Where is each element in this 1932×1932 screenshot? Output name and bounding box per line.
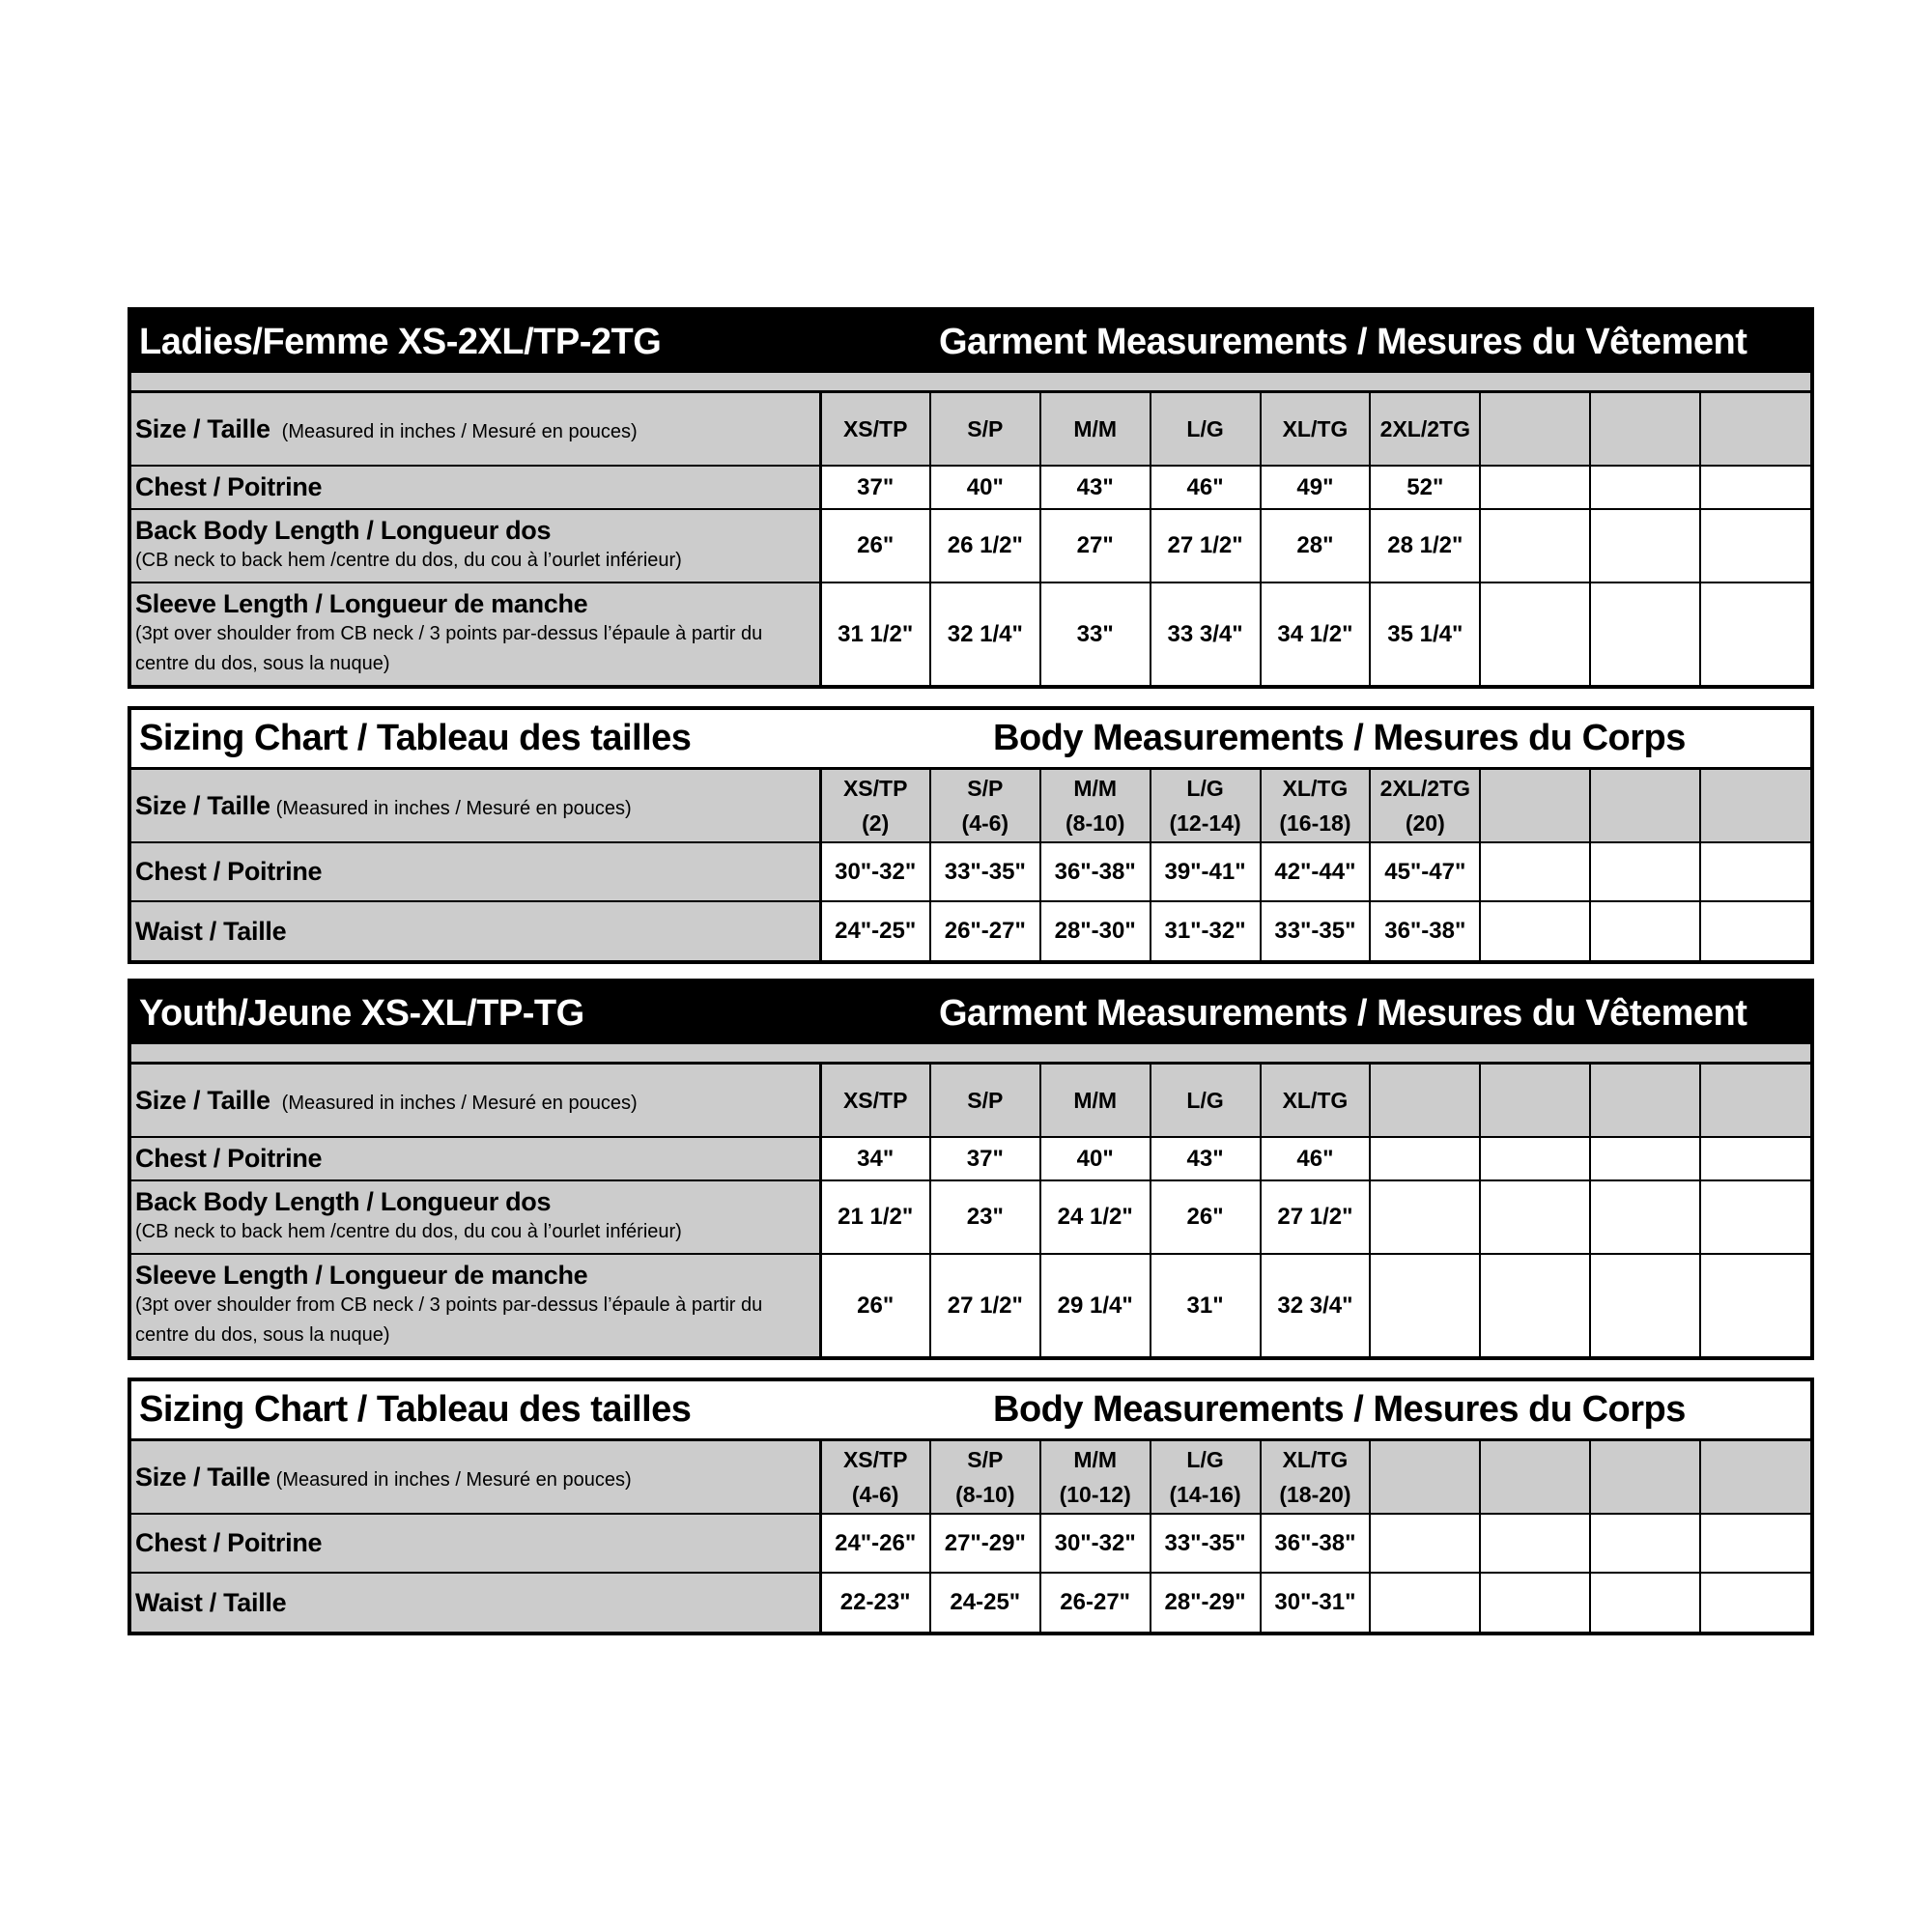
size-code: 2XL/2TG (1379, 776, 1470, 801)
waist-label: Waist / Taille (135, 1587, 287, 1617)
sleeve-length-note-2: centre du dos, sous la nuque) (135, 653, 390, 674)
empty-header-cell (1590, 1065, 1700, 1137)
ladies-garment-title: Ladies/Femme XS-2XL/TP-2TG (139, 321, 662, 362)
back-length-value: 28 1/2" (1370, 509, 1480, 582)
back-length-value: 21 1/2" (820, 1180, 930, 1254)
chest-row (131, 466, 1810, 509)
size-row (131, 1441, 1810, 1514)
size-header (1261, 770, 1371, 842)
waist-row (131, 901, 1810, 960)
back-length-label-cell (131, 1180, 820, 1254)
empty-cell (1480, 1180, 1590, 1254)
youth-garment-table (128, 979, 1814, 1360)
waist-value: 22-23" (820, 1573, 930, 1632)
size-label-cell (131, 1065, 820, 1137)
size-code: XS/TP (842, 776, 908, 801)
ladies-body-title: Sizing Chart / Tableau des tailles (139, 718, 692, 758)
waist-value: 24"-25" (820, 901, 930, 960)
sleeve-length-value: 31" (1151, 1254, 1261, 1356)
size-header: S/P (930, 393, 1040, 466)
empty-cell (1700, 1180, 1810, 1254)
chest-value: 46" (1261, 1137, 1371, 1180)
empty-cell (1590, 509, 1700, 582)
waist-label-cell (131, 1573, 820, 1632)
empty-cell (1700, 1137, 1810, 1180)
sleeve-length-label: Sleeve Length / Longueur de manche (135, 1261, 588, 1290)
chest-value: 36"-38" (1261, 1514, 1371, 1573)
size-note: (Measured in inches / Mesuré en pouces) (281, 420, 638, 442)
size-header (1040, 770, 1151, 842)
empty-header-cell (1370, 1441, 1480, 1514)
empty-cell (1700, 842, 1810, 901)
youth-body-grid (131, 1441, 1810, 1632)
back-length-value: 28" (1261, 509, 1371, 582)
size-range: (4-6) (851, 1482, 899, 1507)
empty-header-cell (1590, 770, 1700, 842)
sleeve-length-value: 27 1/2" (930, 1254, 1040, 1356)
empty-header-cell (1700, 770, 1810, 842)
size-header: L/G (1151, 393, 1261, 466)
ladies-garment-title-bar (131, 311, 1810, 373)
empty-cell (1700, 1514, 1810, 1573)
chest-row (131, 1137, 1810, 1180)
youth-garment-title-bar (131, 982, 1810, 1044)
back-length-row (131, 1180, 1810, 1254)
size-label: Size / Taille (135, 1085, 270, 1115)
size-label-cell (131, 770, 820, 842)
size-note: (Measured in inches / Mesuré en pouces) (275, 1468, 632, 1491)
waist-value: 26"-27" (930, 901, 1040, 960)
size-header: XS/TP (820, 1065, 930, 1137)
size-header (930, 1441, 1040, 1514)
back-length-label: Back Body Length / Longueur dos (135, 516, 552, 545)
size-range: (10-12) (1059, 1482, 1131, 1507)
back-length-label: Back Body Length / Longueur dos (135, 1187, 552, 1216)
size-header: XL/TG (1261, 393, 1371, 466)
size-header: XS/TP (820, 393, 930, 466)
chest-label: Chest / Poitrine (135, 472, 323, 501)
size-code: M/M (1073, 776, 1118, 801)
chest-value: 37" (930, 1137, 1040, 1180)
back-length-note: (CB neck to back hem /centre du dos, du cou à l’ourlet inférieur) (135, 550, 682, 571)
size-label-cell (131, 1441, 820, 1514)
waist-label-cell (131, 901, 820, 960)
ladies-garment-grid (131, 393, 1810, 685)
empty-header-cell (1480, 770, 1590, 842)
waist-value: 33"-35" (1261, 901, 1371, 960)
waist-value: 28"-29" (1151, 1573, 1261, 1632)
empty-header-cell (1370, 1065, 1480, 1137)
size-header: XL/TG (1261, 1065, 1371, 1137)
waist-label: Waist / Taille (135, 916, 287, 946)
size-note: (Measured in inches / Mesuré en pouces) (281, 1092, 638, 1114)
empty-header-cell (1700, 1065, 1810, 1137)
back-length-value: 26 1/2" (930, 509, 1040, 582)
size-header: L/G (1151, 1065, 1261, 1137)
ladies-body-table (128, 706, 1814, 964)
ladies-body-subtitle: Body Measurements / Mesures du Corps (993, 718, 1686, 758)
empty-header-cell (1700, 1441, 1810, 1514)
empty-cell (1370, 1514, 1480, 1573)
empty-cell (1590, 1254, 1700, 1356)
chest-value: 36"-38" (1040, 842, 1151, 901)
empty-cell (1480, 1573, 1590, 1632)
sleeve-length-label-cell (131, 1254, 820, 1356)
chest-value: 52" (1370, 466, 1480, 509)
youth-garment-subtitle: Garment Measurements / Mesures du Vêtement (939, 992, 1747, 1034)
size-row (131, 1065, 1810, 1137)
chest-value: 45"-47" (1370, 842, 1480, 901)
size-label: Size / Taille (135, 1462, 270, 1492)
empty-header-cell (1590, 393, 1700, 466)
empty-header-cell (1480, 1065, 1590, 1137)
empty-cell (1700, 1254, 1810, 1356)
empty-cell (1480, 842, 1590, 901)
empty-cell (1590, 1514, 1700, 1573)
waist-value: 24-25" (930, 1573, 1040, 1632)
empty-cell (1590, 1137, 1700, 1180)
empty-cell (1590, 466, 1700, 509)
youth-body-subtitle: Body Measurements / Mesures du Corps (993, 1389, 1686, 1430)
empty-cell (1480, 1254, 1590, 1356)
chest-value: 30"-32" (1040, 1514, 1151, 1573)
chest-label-cell (131, 842, 820, 901)
size-header: S/P (930, 1065, 1040, 1137)
back-length-value: 26" (1151, 1180, 1261, 1254)
chest-value: 43" (1040, 466, 1151, 509)
chest-value: 30"-32" (820, 842, 930, 901)
chest-value: 27"-29" (930, 1514, 1040, 1573)
empty-cell (1480, 466, 1590, 509)
sleeve-length-value: 33 3/4" (1151, 582, 1261, 685)
size-range: (8-10) (1065, 810, 1125, 836)
size-range: (2) (862, 810, 890, 836)
size-label: Size / Taille (135, 790, 270, 820)
youth-garment-title: Youth/Jeune XS-XL/TP-TG (139, 992, 584, 1034)
size-header (820, 770, 930, 842)
chest-value: 39"-41" (1151, 842, 1261, 901)
size-header (1151, 770, 1261, 842)
empty-cell (1590, 582, 1700, 685)
empty-cell (1700, 466, 1810, 509)
size-range: (8-10) (955, 1482, 1015, 1507)
size-header: M/M (1040, 393, 1151, 466)
sleeve-length-value: 32 3/4" (1261, 1254, 1371, 1356)
youth-body-table (128, 1378, 1814, 1635)
size-row (131, 770, 1810, 842)
back-length-value: 24 1/2" (1040, 1180, 1151, 1254)
size-code: L/G (1186, 1447, 1224, 1472)
back-length-value: 26" (820, 509, 930, 582)
chest-value: 33"-35" (1151, 1514, 1261, 1573)
empty-cell (1700, 1573, 1810, 1632)
ladies-garment-spacer (131, 373, 1810, 393)
size-code: S/P (967, 776, 1004, 801)
empty-cell (1480, 901, 1590, 960)
chest-value: 43" (1151, 1137, 1261, 1180)
size-header (930, 770, 1040, 842)
sleeve-length-value: 31 1/2" (820, 582, 930, 685)
sleeve-length-value: 26" (820, 1254, 930, 1356)
chest-row (131, 842, 1810, 901)
empty-header-cell (1480, 1441, 1590, 1514)
size-header (820, 1441, 930, 1514)
back-length-note: (CB neck to back hem /centre du dos, du cou à l’ourlet inférieur) (135, 1221, 682, 1242)
chest-row (131, 1514, 1810, 1573)
size-row (131, 393, 1810, 466)
waist-row (131, 1573, 1810, 1632)
ladies-garment-table (128, 307, 1814, 689)
sleeve-length-note-1: (3pt over shoulder from CB neck / 3 points par-dessus l’épaule à partir du (135, 1294, 763, 1316)
chest-label-cell (131, 1514, 820, 1573)
empty-cell (1480, 1514, 1590, 1573)
size-code: XS/TP (842, 1447, 908, 1472)
sleeve-length-value: 34 1/2" (1261, 582, 1371, 685)
chest-value: 37" (820, 466, 930, 509)
waist-value: 31"-32" (1151, 901, 1261, 960)
empty-cell (1700, 901, 1810, 960)
youth-body-title-bar (131, 1381, 1810, 1441)
size-header (1151, 1441, 1261, 1514)
waist-value: 28"-30" (1040, 901, 1151, 960)
sleeve-length-note-1: (3pt over shoulder from CB neck / 3 points par-dessus l’épaule à partir du (135, 623, 763, 644)
back-length-label-cell (131, 509, 820, 582)
size-code: XL/TG (1282, 776, 1349, 801)
empty-cell (1370, 1573, 1480, 1632)
size-header: 2XL/2TG (1370, 393, 1480, 466)
waist-value: 36"-38" (1370, 901, 1480, 960)
chest-value: 40" (1040, 1137, 1151, 1180)
size-header (1370, 770, 1480, 842)
empty-cell (1590, 901, 1700, 960)
chest-value: 40" (930, 466, 1040, 509)
sleeve-length-label-cell (131, 582, 820, 685)
size-range: (16-18) (1279, 810, 1351, 836)
back-length-value: 23" (930, 1180, 1040, 1254)
youth-garment-spacer (131, 1044, 1810, 1065)
chest-value: 33"-35" (930, 842, 1040, 901)
empty-cell (1370, 1254, 1480, 1356)
chest-label: Chest / Poitrine (135, 1144, 323, 1173)
empty-cell (1700, 582, 1810, 685)
waist-value: 30"-31" (1261, 1573, 1371, 1632)
size-range: (12-14) (1169, 810, 1241, 836)
chest-value: 24"-26" (820, 1514, 930, 1573)
ladies-body-grid (131, 770, 1810, 960)
empty-cell (1370, 1180, 1480, 1254)
chest-label: Chest / Poitrine (135, 1528, 323, 1557)
empty-header-cell (1590, 1441, 1700, 1514)
empty-cell (1480, 582, 1590, 685)
size-range: (4-6) (961, 810, 1009, 836)
sleeve-length-value: 35 1/4" (1370, 582, 1480, 685)
empty-cell (1480, 1137, 1590, 1180)
size-header: M/M (1040, 1065, 1151, 1137)
back-length-value: 27 1/2" (1261, 1180, 1371, 1254)
chest-label-cell (131, 1137, 820, 1180)
chest-value: 46" (1151, 466, 1261, 509)
youth-garment-grid (131, 1065, 1810, 1356)
empty-cell (1590, 1573, 1700, 1632)
chest-label-cell (131, 466, 820, 509)
youth-body-title: Sizing Chart / Tableau des tailles (139, 1389, 692, 1430)
empty-cell (1700, 509, 1810, 582)
size-label: Size / Taille (135, 413, 270, 443)
ladies-body-title-bar (131, 710, 1810, 770)
size-code: L/G (1186, 776, 1224, 801)
sleeve-length-row (131, 582, 1810, 685)
size-header (1040, 1441, 1151, 1514)
size-header (1261, 1441, 1371, 1514)
ladies-garment-subtitle: Garment Measurements / Mesures du Vêtement (939, 321, 1747, 362)
waist-value: 26-27" (1040, 1573, 1151, 1632)
empty-cell (1370, 1137, 1480, 1180)
chest-value: 42"-44" (1261, 842, 1371, 901)
size-code: XL/TG (1282, 1447, 1349, 1472)
sleeve-length-note-2: centre du dos, sous la nuque) (135, 1324, 390, 1346)
back-length-row (131, 509, 1810, 582)
chest-value: 34" (820, 1137, 930, 1180)
size-note: (Measured in inches / Mesuré en pouces) (275, 797, 632, 819)
sleeve-length-value: 32 1/4" (930, 582, 1040, 685)
empty-cell (1590, 842, 1700, 901)
size-range: (20) (1405, 810, 1445, 836)
empty-header-cell (1480, 393, 1590, 466)
sleeve-length-value: 33" (1040, 582, 1151, 685)
back-length-value: 27" (1040, 509, 1151, 582)
size-code: M/M (1073, 1447, 1118, 1472)
size-code: S/P (967, 1447, 1004, 1472)
size-label-cell (131, 393, 820, 466)
back-length-value: 27 1/2" (1151, 509, 1261, 582)
sleeve-length-value: 29 1/4" (1040, 1254, 1151, 1356)
chest-value: 49" (1261, 466, 1371, 509)
size-range: (14-16) (1169, 1482, 1241, 1507)
empty-header-cell (1700, 393, 1810, 466)
empty-cell (1480, 509, 1590, 582)
chest-label: Chest / Poitrine (135, 857, 323, 886)
size-range: (18-20) (1279, 1482, 1351, 1507)
empty-cell (1590, 1180, 1700, 1254)
sleeve-length-row (131, 1254, 1810, 1356)
sleeve-length-label: Sleeve Length / Longueur de manche (135, 589, 588, 618)
